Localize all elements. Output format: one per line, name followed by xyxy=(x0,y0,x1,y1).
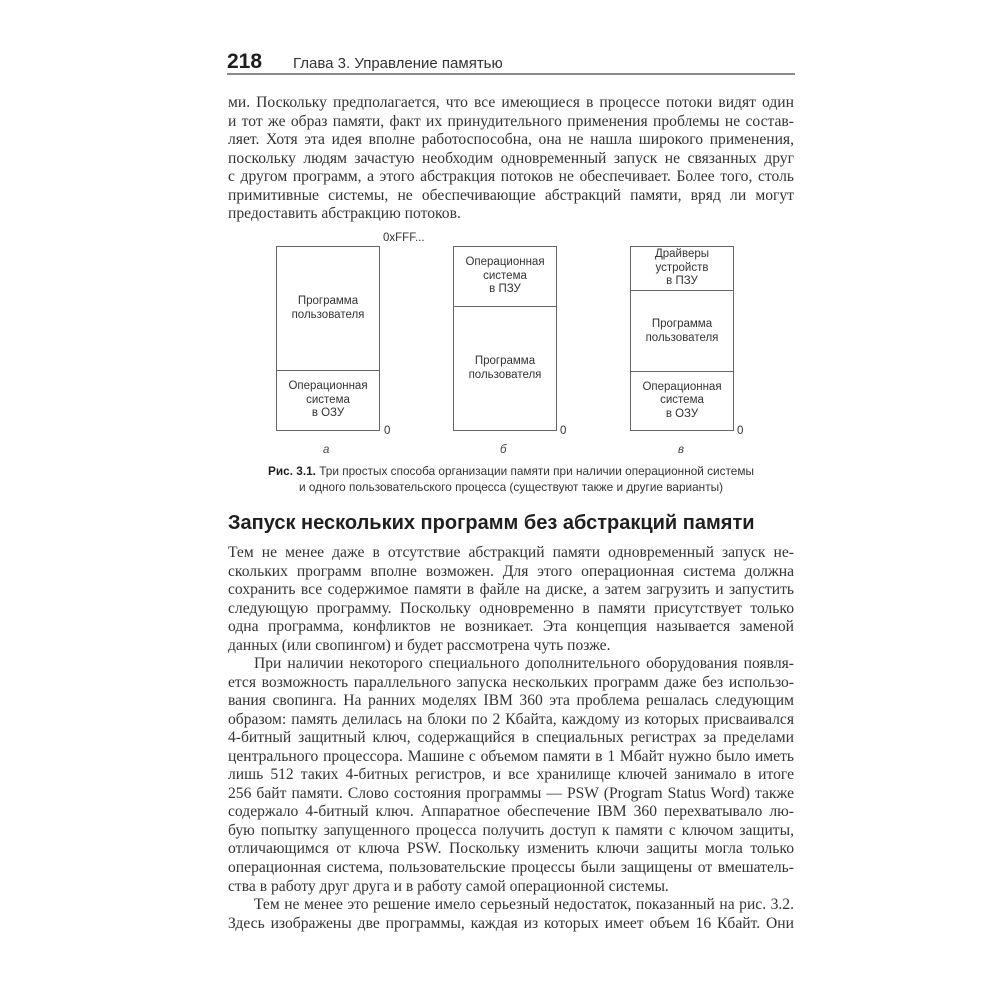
segment-os-rom xyxy=(454,247,556,306)
paragraph-2 xyxy=(228,655,794,896)
text-line: вания свопинга. На ранних моделях IBM 360 эта проблема решалась следующим xyxy=(228,692,794,710)
segment-user-program xyxy=(631,290,733,372)
caption-line-2: и одного пользовательского процесса (существуют также и другие варианты) xyxy=(298,480,724,494)
segment-label: Драйверы устройств в ПЗУ xyxy=(654,248,710,288)
text-line: ется возможность параллельного запуска нескольких программ даже без использо- xyxy=(228,673,794,691)
segment-os-ram xyxy=(277,370,379,430)
bottom-address-b: 0 xyxy=(560,425,567,437)
segment-drivers-rom xyxy=(631,247,733,290)
diagram-label-a: а xyxy=(323,444,330,456)
text-line: следующую программу. Поскольку одновременно в памяти присутствует только xyxy=(228,599,794,617)
caption-label: Рис. 3.1. xyxy=(268,464,316,478)
segment-label: Программа пользователя xyxy=(645,318,719,344)
text-line: При наличии некоторого специального дополнительного оборудования появля- xyxy=(254,655,794,672)
diagram-c xyxy=(630,246,734,431)
intro-paragraph xyxy=(228,94,794,224)
text-line: ства в работу друг друга и в работу самой операционной системы. xyxy=(228,877,669,895)
segment-label: Программа пользователя xyxy=(468,355,542,381)
segment-label: Операционная система в ПЗУ xyxy=(465,256,545,296)
top-address-label: 0xFFF... xyxy=(383,232,425,244)
segment-user-program xyxy=(454,306,556,430)
bottom-address-a: 0 xyxy=(384,425,391,437)
text-line: Здесь изображены две программы, каждая из которых имеет объем 16 Кбайт. Они xyxy=(228,914,794,932)
text-line: операционная система, пользовательские процессы были защищены от вмешатель- xyxy=(228,859,794,877)
text-line: сохранить все содержимое памяти в файле на диске, а затем загрузить и запустить xyxy=(228,581,794,599)
segment-label: Операционная система в ОЗУ xyxy=(288,380,368,420)
text-line: ми. Поскольку предполагается, что все имеющиеся в процессе потоки видят один xyxy=(228,94,794,111)
figure-caption xyxy=(228,463,794,495)
text-line: ляет. Хотя эта идея вполне работоспособна, она не нашла широкого применения, xyxy=(228,131,794,149)
page-number: 218 xyxy=(227,50,263,73)
text-line: примитивные системы, не обеспечивающие абстракций памяти, вряд ли могут xyxy=(228,186,794,204)
text-line: содержало 4-битный ключ. Аппаратное обеспечение IBM 360 перехватывало лю- xyxy=(228,803,794,821)
diagram-label-b: б xyxy=(500,444,507,456)
segment-label: Операционная система в ОЗУ xyxy=(642,380,722,420)
text-line: предоставить абстракцию потоков. xyxy=(228,205,461,223)
diagram-a xyxy=(276,246,380,431)
paragraph-1 xyxy=(228,544,794,655)
text-line: лишь 512 таких 4-битных регистров, и все хранилище ключей занимало в итоге xyxy=(228,766,794,784)
paragraph-3 xyxy=(228,896,794,933)
text-line: данных (или свопингом) и будет рассмотрена чуть позже. xyxy=(228,636,611,654)
text-line: бую попытку запущенного процесса получить доступ к памяти с ключом защиты, xyxy=(228,821,794,839)
section-heading: Запуск нескольких программ без абстракций памяти xyxy=(228,512,755,534)
segment-label: Программа пользователя xyxy=(291,295,365,321)
text-line: отличающимся от ключа PSW. Поскольку изменить ключи защиты могла только xyxy=(228,840,794,858)
segment-os-ram xyxy=(631,371,733,430)
text-line: центрального процессора. Машине с объемом памяти в 1 Мбайт нужно было иметь xyxy=(228,747,794,765)
text-line: Тем не менее даже в отсутствие абстракций памяти одновременный запуск не- xyxy=(228,544,794,561)
text-line: скольких программ вполне возможен. Для этого операционная система должна xyxy=(228,562,794,580)
segment-user-program xyxy=(277,247,379,370)
text-line: и тот же образ памяти, факт их принудительного применения проблемы не состав- xyxy=(228,112,794,130)
text-line: 256 байт памяти. Слово состояния программы — PSW (Program Status Word) также xyxy=(228,784,794,802)
header-rule xyxy=(227,73,795,75)
text-line: поскольку людям зачастую необходим одновременный запуск не связанных друг xyxy=(228,149,794,167)
diagram-b xyxy=(453,246,557,431)
text-line: образом: память делилась на блоки по 2 Кбайта, каждому из которых присваивался xyxy=(228,710,794,728)
text-line: с другом программ, а этого абстракция потоков не обеспечивает. Более того, столь xyxy=(228,168,794,186)
caption-line-1: Три простых способа организации памяти при наличии операционной системы xyxy=(319,464,754,478)
text-line: Тем не менее это решение имело серьезный недостаток, показанный на рис. 3.2. xyxy=(254,896,794,913)
bottom-address-c: 0 xyxy=(737,425,744,437)
text-line: 4-битный защитный ключ, содержащийся в специальных регистрах за пределами xyxy=(228,729,794,747)
diagram-label-c: в xyxy=(678,444,685,456)
chapter-title: Глава 3. Управление памятью xyxy=(293,55,503,72)
text-line: одна программа, конфликтов не возникает. Эта концепция называется заменой xyxy=(228,618,794,636)
